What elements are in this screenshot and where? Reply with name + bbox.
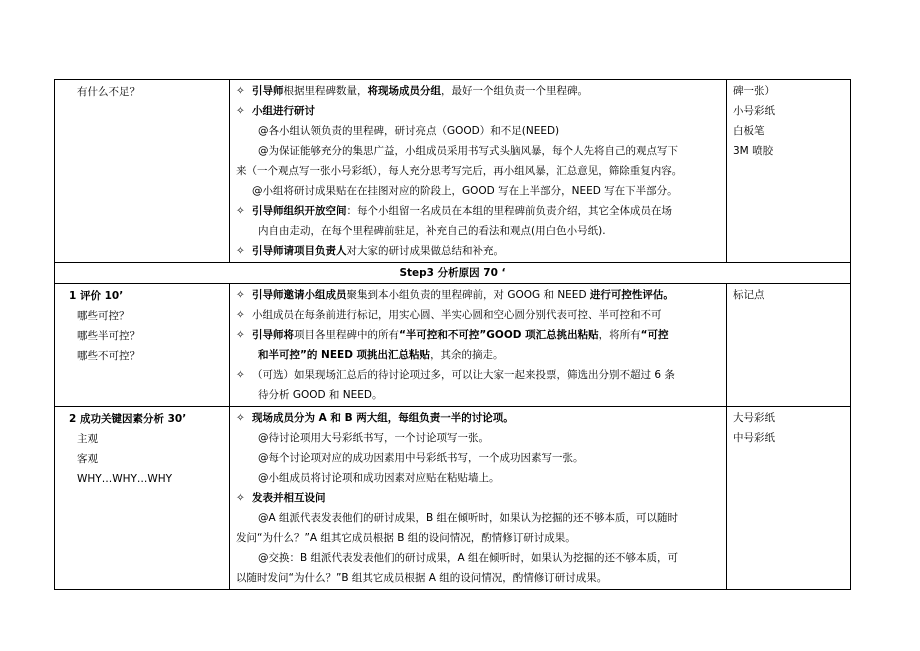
diamond-bullet-icon: ✧ xyxy=(236,85,245,97)
activity-line: ✧ 现场成员分为 A 和 B 两大组，每组负责一半的讨论项。 xyxy=(236,408,718,428)
activity-detail: 发问“为什么？”A 组其它成员根据 B 组的设问情况，酌情修订研讨成果。 xyxy=(236,532,576,544)
topic-title: 2 成功关键因素分析 30’ xyxy=(69,413,187,425)
diamond-bullet-icon: ✧ xyxy=(236,205,245,217)
diamond-bullet-icon: ✧ xyxy=(236,245,245,257)
activity-line: ✧ 引导师请项目负责人对大家的研讨成果做总结和补充。 xyxy=(236,241,718,261)
topic-cell xyxy=(55,407,230,590)
topic-item: 哪些半可控？ xyxy=(77,330,140,342)
topic-cell xyxy=(55,80,230,263)
materials-cell xyxy=(727,284,851,407)
diamond-bullet-icon: ✧ xyxy=(236,412,245,424)
activity-detail: @待讨论项用大号彩纸书写，一个讨论项写一张。 xyxy=(258,432,489,444)
material-item: 3M 喷胶 xyxy=(733,145,774,157)
activity-detail: 待分析 GOOD 和 NEED。 xyxy=(258,389,383,401)
topic-title: 1 评价 10’ xyxy=(69,290,124,302)
materials-cell xyxy=(727,80,851,263)
topic-question: 有什么不足？ xyxy=(77,86,140,98)
diamond-bullet-icon: ✧ xyxy=(236,309,245,321)
activity-line: ✧ 引导师将项目各里程碑中的所有“半可控和不可控”GOOD 项汇总挑出粘贴，将所有“可控 xyxy=(236,325,718,345)
step-header-row xyxy=(55,263,851,284)
activity-cell xyxy=(230,407,727,590)
material-item: 大号彩纸 xyxy=(733,412,775,424)
topic-cell xyxy=(55,284,230,407)
activity-detail: 和半可控”的 NEED 项挑出汇总粘贴，其余的摘走。 xyxy=(258,349,504,361)
activity-detail: 来（一个观点写一张小号彩纸），每人充分思考写完后，再小组风暴，汇总意见，筛除重复内容。 xyxy=(236,165,683,177)
topic-item: 哪些不可控？ xyxy=(77,350,140,362)
material-item: 标记点 xyxy=(733,289,765,301)
materials-cell xyxy=(727,407,851,590)
topic-item: WHY…WHY…WHY xyxy=(77,473,173,485)
table-row xyxy=(55,284,851,407)
activity-line: ✧ 引导师组织开放空间：每个小组留一名成员在本组的里程碑前负责介绍，其它全体成员在场 xyxy=(236,201,718,221)
diamond-bullet-icon: ✧ xyxy=(236,492,245,504)
material-item: 小号彩纸 xyxy=(733,105,775,117)
material-item: 中号彩纸 xyxy=(733,432,775,444)
diamond-bullet-icon: ✧ xyxy=(236,289,245,301)
diamond-bullet-icon: ✧ xyxy=(236,369,245,381)
activity-detail: @A 组派代表发表他们的研讨成果，B 组在倾听时，如果认为挖掘的还不够本质，可以随时 xyxy=(258,512,679,524)
diamond-bullet-icon: ✧ xyxy=(236,329,245,341)
activity-detail: @为保证能够充分的集思广益，小组成员采用书写式头脑风暴，每个人先将自己的观点写下 xyxy=(258,145,678,157)
material-item: 白板笔 xyxy=(733,125,765,137)
activity-line: ✧ 引导师邀请小组成员聚集到本小组负责的里程碑前，对 GOOG 和 NEED 进行可控性评估。 xyxy=(236,285,718,305)
material-item: 碑一张） xyxy=(733,85,775,97)
topic-item: 主观 xyxy=(77,433,98,445)
activity-detail: 内自由走动，在每个里程碑前驻足，补充自己的看法和观点(用白色小号纸). xyxy=(258,225,606,237)
activity-detail: @小组将研讨成果贴在在挂图对应的阶段上，GOOD 写在上半部分，NEED 写在下半部分。 xyxy=(252,185,678,197)
activity-detail: @每个讨论项对应的成功因素用中号彩纸书写，一个成功因素写一张。 xyxy=(258,452,584,464)
activity-cell xyxy=(230,284,727,407)
activity-detail: @交换：B 组派代表发表他们的研讨成果，A 组在倾听时，如果认为挖掘的还不够本质，可 xyxy=(258,552,679,564)
activity-line: ✧ 小组进行研讨 xyxy=(236,101,718,121)
topic-item: 哪些可控？ xyxy=(77,310,130,322)
topic-item: 客观 xyxy=(77,453,98,465)
activity-detail: 以随时发问“为什么？”B 组其它成员根据 A 组的设问情况，酌情修订研讨成果。 xyxy=(236,572,608,584)
activity-detail: @各小组认领负责的里程碑，研讨亮点（GOOD）和不足(NEED) xyxy=(258,125,560,137)
diamond-bullet-icon: ✧ xyxy=(236,105,245,117)
workshop-agenda-table xyxy=(54,79,851,590)
step-title: Step3 分析原因 70 ‘ xyxy=(55,263,851,284)
activity-detail: @小组成员将讨论项和成功因素对应贴在粘贴墙上。 xyxy=(258,472,500,484)
table-row xyxy=(55,407,851,590)
table-row xyxy=(55,80,851,263)
activity-line: ✧ （可选）如果现场汇总后的待讨论项过多，可以让大家一起来投票，筛选出分别不超过 6 条 xyxy=(236,365,718,385)
activity-line: ✧ 小组成员在每条前进行标记，用实心圆、半实心圆和空心圆分别代表可控、半可控和不可 xyxy=(236,305,718,325)
activity-cell xyxy=(230,80,727,263)
activity-line: ✧ 引导师根据里程碑数量，将现场成员分组，最好一个组负责一个里程碑。 xyxy=(236,81,718,101)
activity-line: ✧ 发表并相互设问 xyxy=(236,488,718,508)
